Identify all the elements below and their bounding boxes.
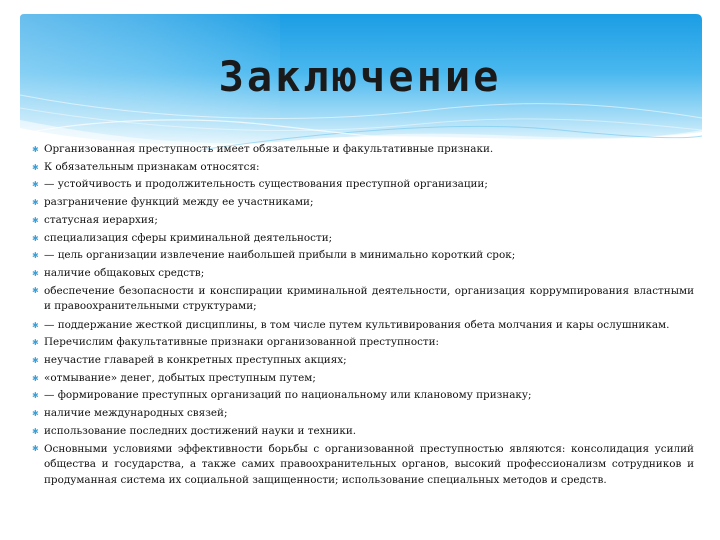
list-item xyxy=(32,212,694,230)
list-item xyxy=(32,283,694,317)
slide-title: Заключение xyxy=(218,52,502,101)
list-item xyxy=(32,441,694,491)
list-item xyxy=(32,405,694,423)
list-item xyxy=(32,352,694,370)
list-item xyxy=(32,317,694,335)
list-item-text: Организованная преступность имеет обязательные и факультативные признаки. xyxy=(44,143,494,155)
list-item xyxy=(32,370,694,388)
asterisk-bullet-icon: ✱ xyxy=(32,391,39,401)
asterisk-bullet-icon: ✱ xyxy=(32,320,39,330)
list-item xyxy=(32,141,694,159)
asterisk-bullet-icon: ✱ xyxy=(32,268,39,278)
asterisk-bullet-icon: ✱ xyxy=(32,285,39,295)
asterisk-bullet-icon: ✱ xyxy=(32,409,39,419)
asterisk-bullet-icon: ✱ xyxy=(32,198,39,208)
list-item xyxy=(32,247,694,265)
list-item xyxy=(32,265,694,283)
list-item xyxy=(32,230,694,248)
asterisk-bullet-icon: ✱ xyxy=(32,233,39,243)
list-item-text: — устойчивость и продолжительность существования преступной организации; xyxy=(44,178,488,191)
asterisk-bullet-icon: ✱ xyxy=(32,356,39,366)
list-item xyxy=(32,387,694,405)
list-item-text: — цель организации извлечение наибольшей прибыли в минимально короткий срок; xyxy=(44,249,516,262)
list-item-text: разграничение функций между ее участниками; xyxy=(44,196,314,209)
list-item-text: — формирование преступных организаций по национальному или клановому признаку; xyxy=(44,389,532,402)
list-item xyxy=(32,159,694,177)
list-item-text: статусная иерархия; xyxy=(44,213,158,226)
list-item-text: Основными условиями эффективности борьбы с организованной преступностью являются: консолидация усилий общества и государства, а также самих правоохранительных органов, высокий профессионализм сотрудников и продуманная система их социальной защищенности; использование специальных методов и средств. xyxy=(44,442,694,486)
list-item xyxy=(32,194,694,212)
list-item xyxy=(32,423,694,441)
asterisk-bullet-icon: ✱ xyxy=(32,443,39,453)
asterisk-bullet-icon: ✱ xyxy=(32,338,39,348)
asterisk-bullet-icon: ✱ xyxy=(32,145,39,154)
list-item-text: К обязательным признакам относятся: xyxy=(44,160,260,173)
list-item-text: — поддержание жесткой дисциплины, в том числе путем культивирования обета молчания и кары ослушникам. xyxy=(44,318,670,331)
asterisk-bullet-icon: ✱ xyxy=(32,180,39,190)
asterisk-bullet-icon: ✱ xyxy=(32,251,39,261)
list-item-text: специализация сферы криминальной деятельности; xyxy=(44,231,333,244)
bullet-list xyxy=(32,141,694,490)
list-item-text: «отмывание» денег, добытых преступным путем; xyxy=(44,371,316,384)
list-item-text: наличие международных связей; xyxy=(44,407,228,420)
asterisk-bullet-icon: ✱ xyxy=(32,426,39,436)
asterisk-bullet-icon: ✱ xyxy=(32,215,39,225)
list-item-text: использование последних достижений науки и техники. xyxy=(44,424,357,437)
list-item xyxy=(32,334,694,352)
asterisk-bullet-icon: ✱ xyxy=(32,162,39,172)
asterisk-bullet-icon: ✱ xyxy=(32,373,39,383)
list-item-text: наличие общаковых средств; xyxy=(44,266,205,279)
list-item xyxy=(32,176,694,194)
list-item-text: Перечислим факультативные признаки организованной преступности: xyxy=(44,336,440,349)
list-item-text: обеспечение безопасности и конспирации криминальной деятельности, организация коррумпирования властными и правоохранительными структурами; xyxy=(44,284,694,313)
list-item-text: неучастие главарей в конкретных преступных акциях; xyxy=(44,354,347,367)
